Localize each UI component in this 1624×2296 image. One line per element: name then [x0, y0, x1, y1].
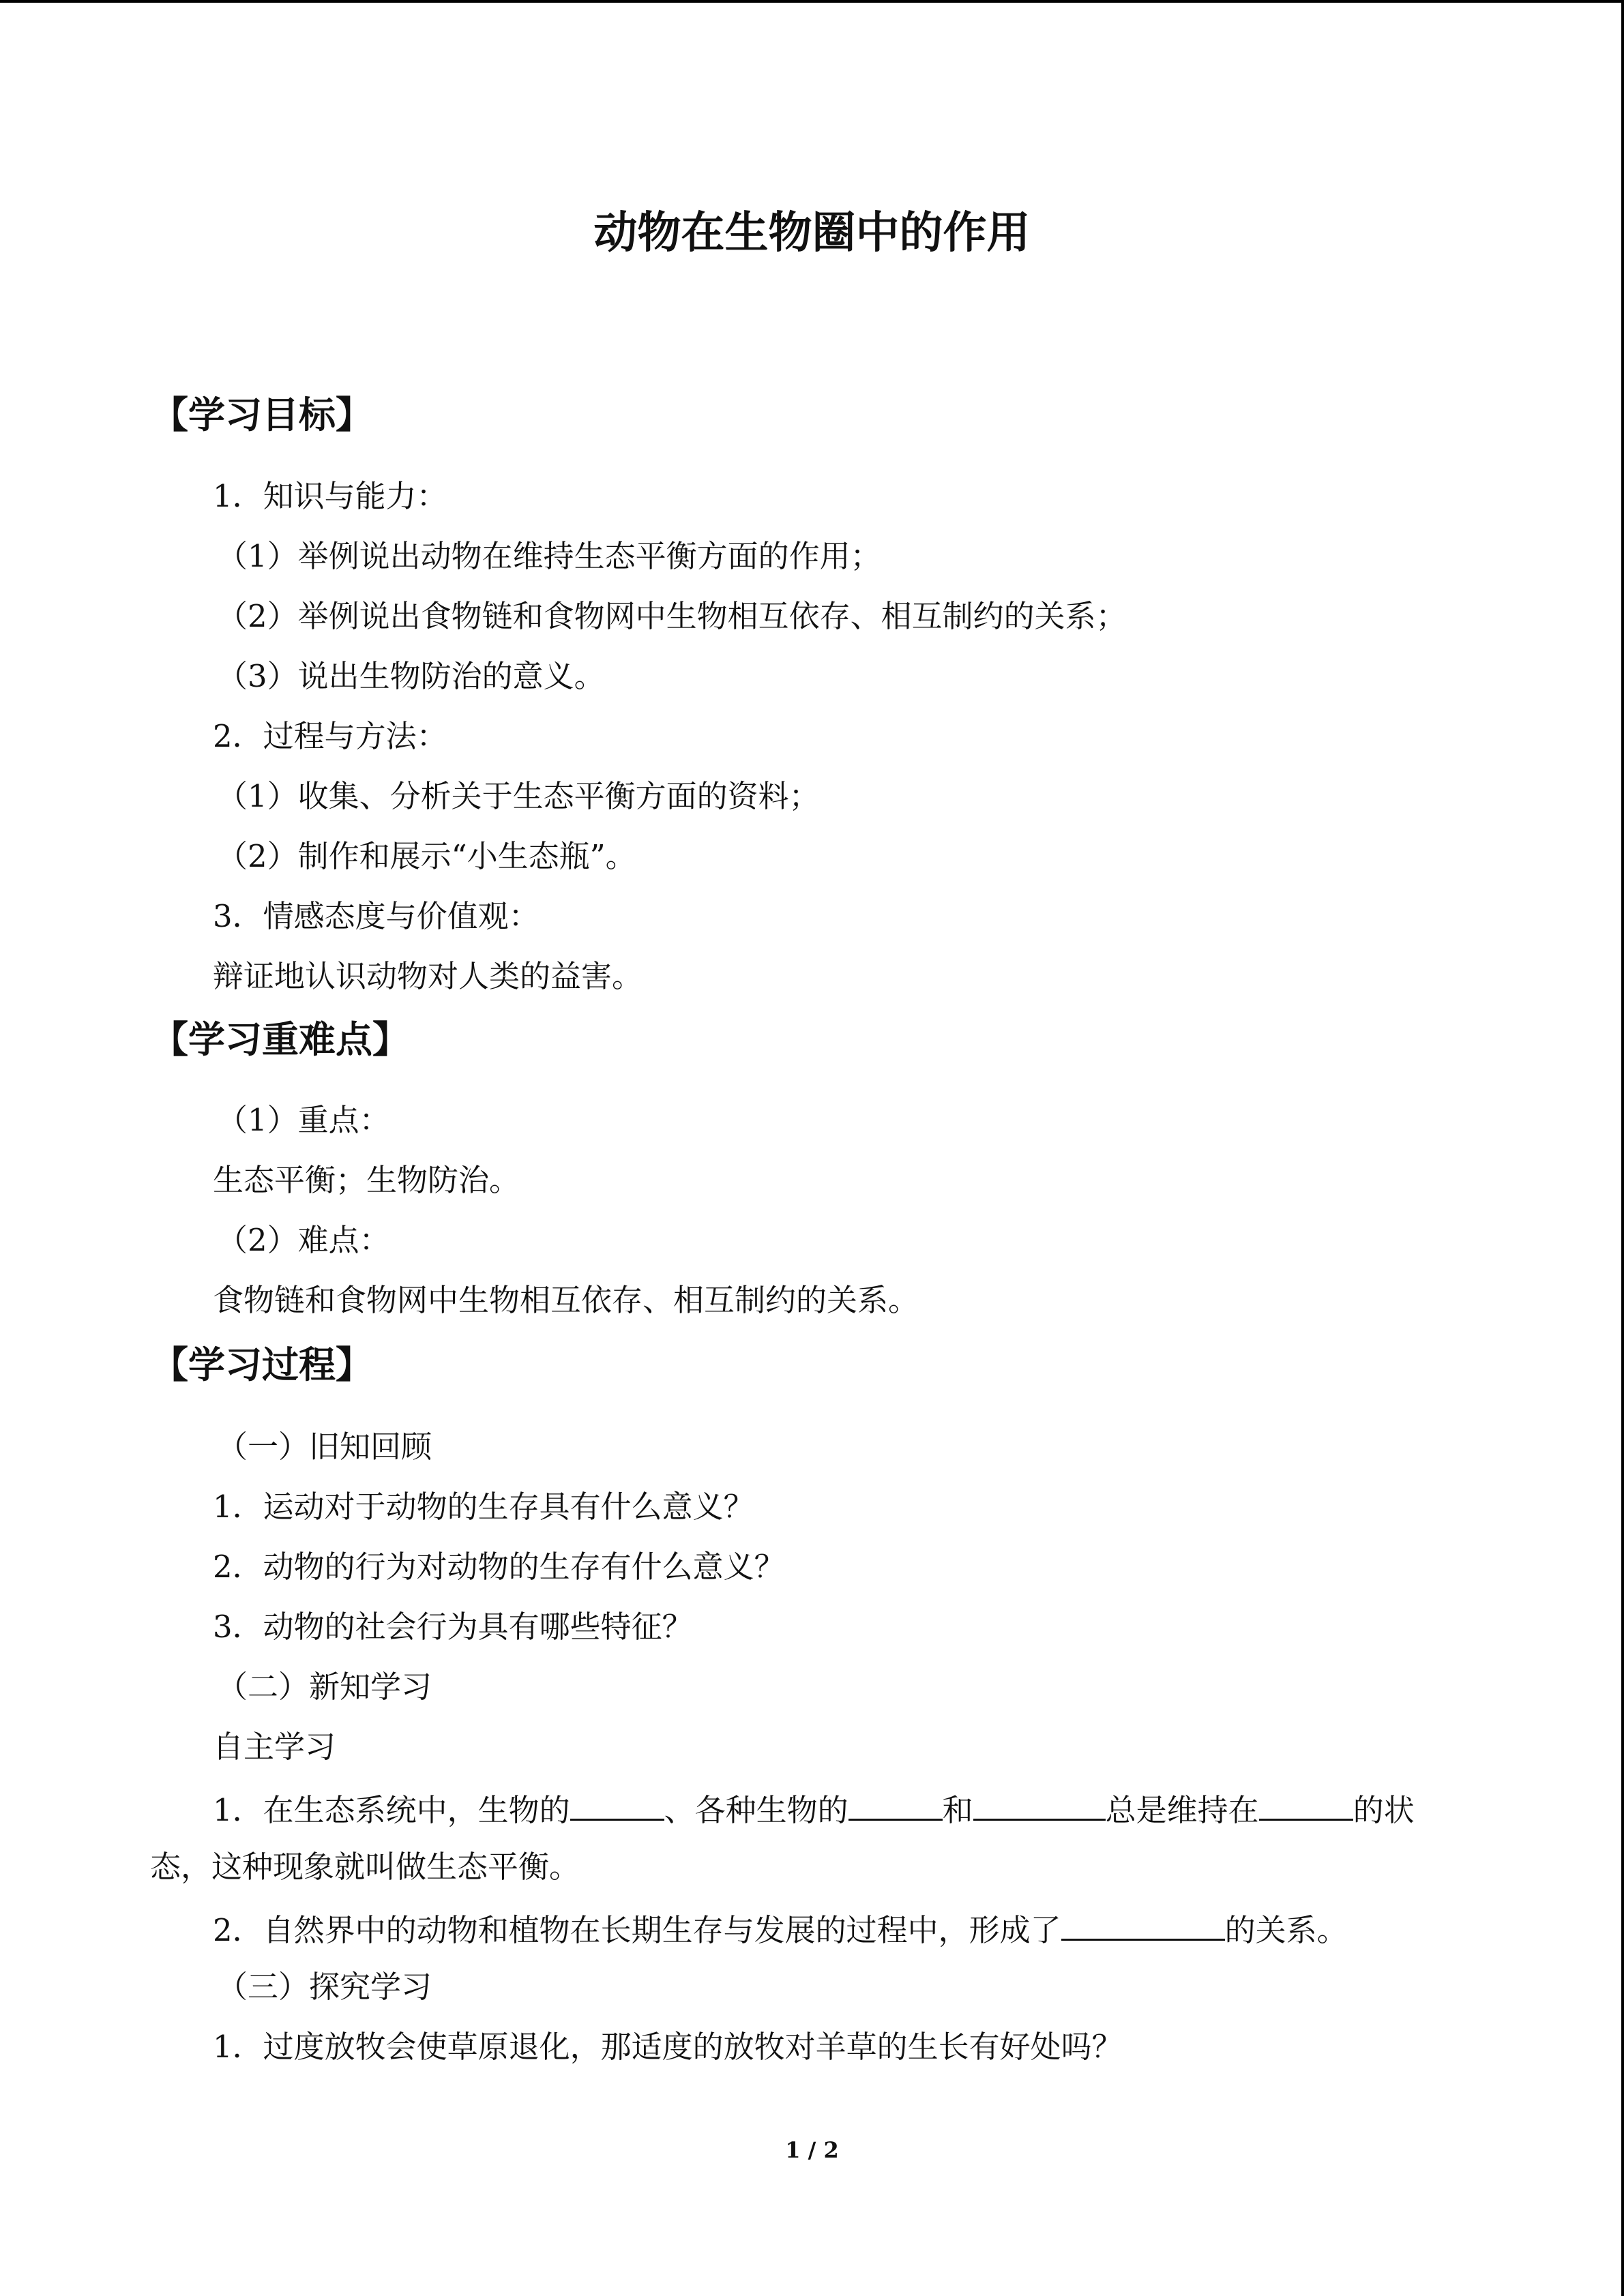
- process-line: 自主学习: [213, 1729, 336, 1765]
- fill-in-question-1: [213, 1791, 1415, 1828]
- section-heading-key-points: 【学习重难点】: [151, 1018, 409, 1061]
- objective-line: （3）说出生物防治的意义。: [217, 658, 605, 694]
- process-line: 1．过度放牧会使草原退化，那适度的放牧对羊草的生长有好处吗？: [213, 2029, 1123, 2065]
- question-text: 和: [942, 1792, 973, 1828]
- answer-blank[interactable]: [848, 1791, 943, 1821]
- objective-line: 2．过程与方法：: [213, 718, 447, 754]
- question-text: 、各种生物的: [664, 1792, 848, 1828]
- section-heading-objectives: 【学习目标】: [151, 393, 372, 436]
- question-text: 的状: [1353, 1792, 1415, 1828]
- question-text: 的关系。: [1224, 1912, 1348, 1948]
- process-line: （一）旧知回顾: [217, 1429, 432, 1465]
- process-line: 1．运动对于动物的生存具有什么意义？: [213, 1489, 754, 1525]
- answer-blank[interactable]: [973, 1791, 1106, 1821]
- answer-blank[interactable]: [570, 1791, 664, 1821]
- process-line: 3．动物的社会行为具有哪些特征？: [213, 1609, 693, 1645]
- key-point-line: 食物链和食物网中生物相互依存、相互制约的关系。: [213, 1282, 919, 1318]
- key-point-line: （1）重点：: [217, 1102, 390, 1138]
- objective-line: （1）举例说出动物在维持生态平衡方面的作用；: [217, 538, 881, 574]
- objective-line: 3．情感态度与价值观：: [213, 898, 540, 934]
- process-line: 2．动物的行为对动物的生存有什么意义？: [213, 1549, 785, 1585]
- document-title: 动物在生物圈中的作用: [593, 208, 1031, 258]
- answer-blank[interactable]: [1259, 1791, 1353, 1821]
- process-line: （二）新知学习: [217, 1669, 432, 1705]
- question-text: 总是维持在: [1105, 1792, 1259, 1828]
- objective-line: （2）举例说出食物链和食物网中生物相互依存、相互制约的关系；: [217, 598, 1127, 634]
- objective-line: 1．知识与能力：: [213, 478, 447, 514]
- key-point-line: （2）难点：: [217, 1222, 390, 1258]
- fill-in-question-1-continuation: 态，这种现象就叫做生态平衡。: [150, 1849, 580, 1885]
- section-heading-process: 【学习过程】: [151, 1343, 372, 1386]
- question-text: 1．在生态系统中，生物的: [213, 1792, 570, 1828]
- fill-in-question-2: [213, 1911, 1348, 1948]
- objective-line: （2）制作和展示“小生态瓶”。: [217, 838, 636, 874]
- question-text: 2．自然界中的动物和植物在长期生存与发展的过程中，形成了: [213, 1912, 1061, 1948]
- answer-blank[interactable]: [1061, 1911, 1225, 1941]
- page-number: 1 / 2: [785, 2137, 839, 2163]
- objective-line: （1）收集、分析关于生态平衡方面的资料；: [217, 778, 820, 814]
- objective-line: 辩证地认识动物对人类的益害。: [213, 958, 643, 994]
- process-line: （三）探究学习: [217, 1969, 432, 2005]
- key-point-line: 生态平衡；生物防治。: [213, 1162, 520, 1198]
